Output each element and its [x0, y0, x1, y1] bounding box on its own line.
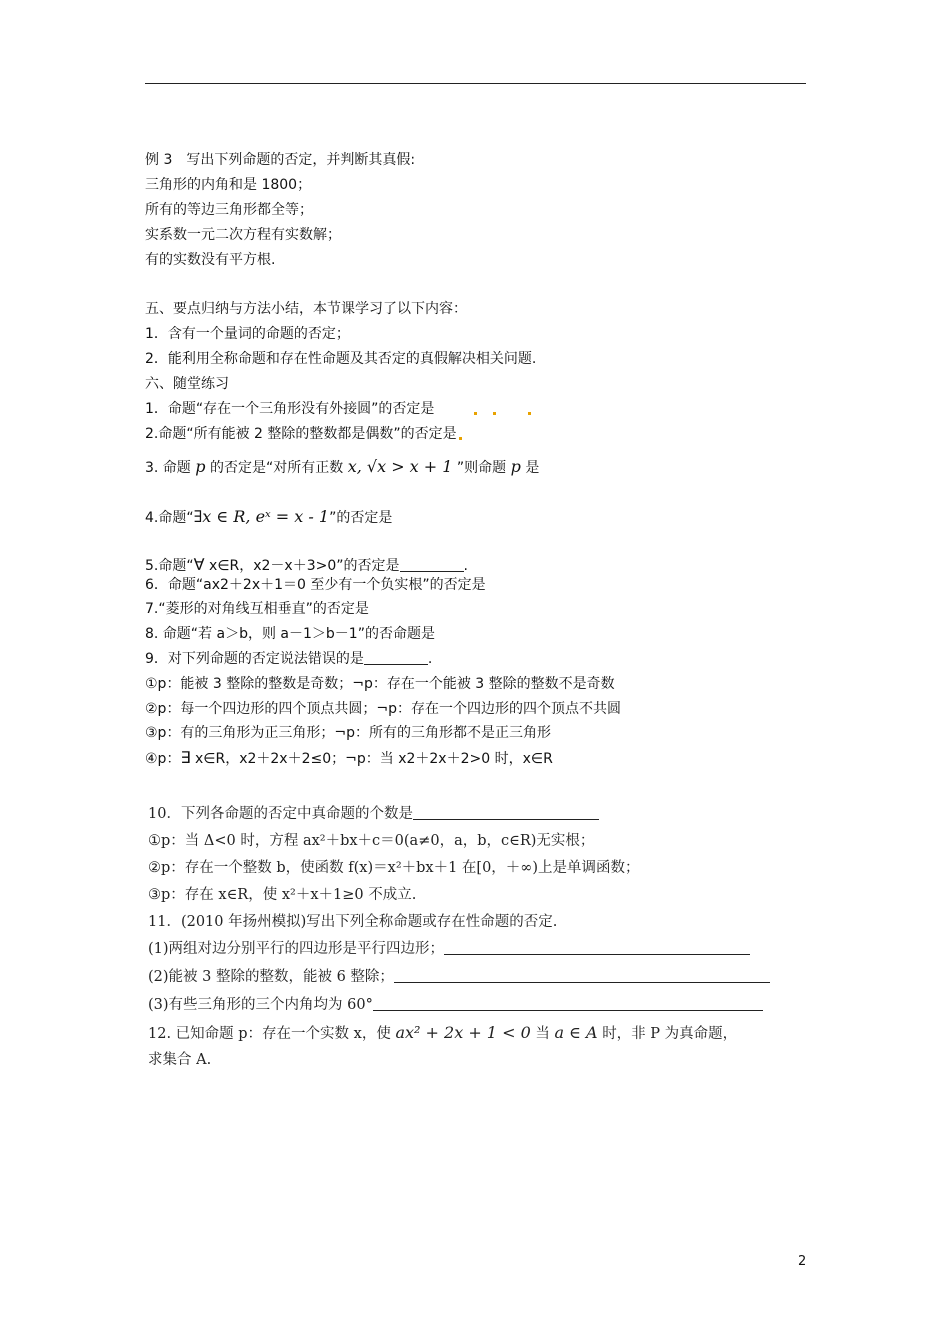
question-3-formula: x, √x > x + 1	[347, 457, 453, 476]
question-7: 7.“菱形的对角线互相垂直”的否定是	[145, 601, 369, 617]
question-11-item-2: (2)能被 3 整除的整数，能被 6 整除；	[148, 968, 770, 986]
question-4-formula: ∃x ∈ R, eˣ = x - 1	[193, 507, 330, 526]
page-number: 2	[798, 1254, 807, 1269]
question-12: 12. 已知命题 p：存在一个实数 x，使 ax² + 2x + 1 < 0 当 a ∈ A 时，非 P 为真命题，	[148, 1023, 738, 1042]
answer-blank	[394, 968, 770, 983]
example3-item-4: 有的实数没有平方根.	[145, 252, 276, 268]
question-12-line-2: 求集合 A.	[148, 1052, 212, 1068]
question-10: 10．下列各命题的否定中真命题的个数是	[148, 805, 599, 823]
question-8: 8. 命题“若 a＞b，则 a－1＞b－1”的否命题是	[145, 626, 435, 642]
question-2: 2.命题“所有能被 2 整除的整数都是偶数”的否定是	[145, 425, 470, 443]
question-6: 6．命题“ax2＋2x＋1＝0 至少有一个负实根”的否定是	[145, 577, 486, 593]
question-11-item-1: (1)两组对边分别平行的四边形是平行四边形；	[148, 940, 750, 958]
question-12-formula: ax² + 2x + 1 < 0	[395, 1023, 531, 1042]
answer-blank	[364, 650, 428, 665]
question-9: 9．对下列命题的否定说法错误的是 .	[145, 651, 433, 667]
question-1: 1．命题“存在一个三角形没有外接圆”的否定是	[145, 400, 539, 418]
question-11: 11．(2010 年扬州模拟)写出下列全称命题或存在性命题的否定.	[148, 914, 558, 930]
question-5: 5.命题“∀ x∈R，x2－x＋3>0”的否定是 .	[145, 555, 468, 574]
question-9-option-2: ②p：每一个四边形的四个顶点共圆；¬p：存在一个四边形的四个顶点不共圆	[145, 701, 622, 717]
summary-item-1: 1．含有一个量词的命题的否定；	[145, 326, 350, 342]
question-3: 3. 命题 p 的否定是“对所有正数 x, √x > x + 1 ”则命题 p 是	[145, 457, 540, 476]
practice-heading: 六、随堂练习	[145, 376, 229, 392]
question-9-option-4: ④p：∃ x∈R，x2＋2x＋2≤0；¬p：当 x2＋2x＋2>0 时，x∈R	[145, 748, 553, 767]
question-9-option-3: ③p：有的三角形为正三角形；¬p：所有的三角形都不是正三角形	[145, 725, 552, 741]
question-10-item-2: ②p：存在一个整数 b，使函数 f(x)＝x²＋bx＋1 在[0，＋∞)上是单调函数；	[148, 860, 640, 876]
question-10-item-1: ①p：当 Δ<0 时，方程 ax²＋bx＋c＝0(a≠0，a，b，c∈R)无实根；	[148, 833, 595, 849]
example3-item-1: 三角形的内角和是 1800；	[145, 177, 312, 193]
question-11-item-3: (3)有些三角形的三个内角均为 60°	[148, 996, 763, 1014]
example3-title: 例 3 写出下列命题的否定，并判断其真假:	[145, 152, 416, 168]
header-rule	[145, 83, 806, 84]
answer-blank	[373, 996, 763, 1011]
question-10-item-3: ③p：存在 x∈R，使 x²＋x＋1≥0 不成立.	[148, 887, 417, 903]
summary-item-2: 2．能利用全称命题和存在性命题及其否定的真假解决相关问题.	[145, 351, 537, 367]
answer-blank	[413, 805, 599, 820]
answer-blank	[400, 557, 464, 572]
question-9-option-1: ①p：能被 3 整除的整数是奇数；¬p：存在一个能被 3 整除的整数不是奇数	[145, 676, 615, 692]
example3-item-2: 所有的等边三角形都全等；	[145, 202, 313, 218]
answer-blank	[444, 940, 750, 955]
example3-item-3: 实系数一元二次方程有实数解；	[145, 227, 341, 243]
summary-heading: 五、要点归纳与方法小结，本节课学习了以下内容：	[145, 301, 467, 317]
question-4: 4.命题“∃x ∈ R, eˣ = x - 1”的否定是	[145, 507, 393, 526]
